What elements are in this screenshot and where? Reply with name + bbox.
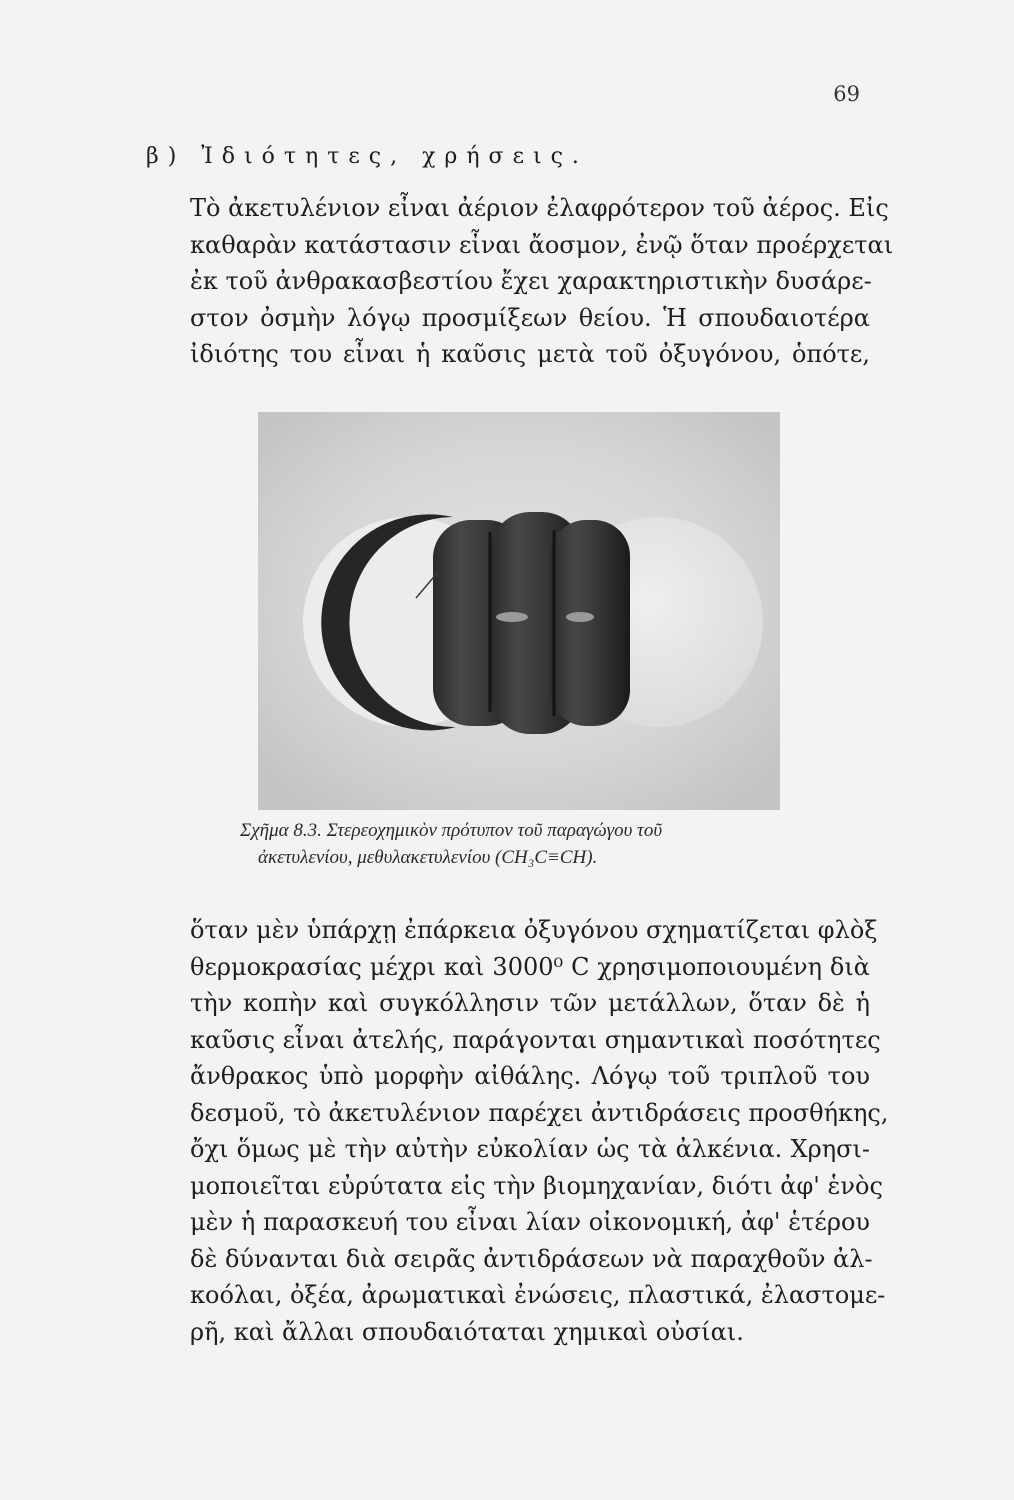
text-line: στον ὀσμὴν λόγῳ προσμίξεων θείου. Ἡ σπουδαιοτέρα (190, 303, 870, 332)
paragraph-combustion-uses (190, 912, 889, 1350)
page-number: 69 (833, 82, 860, 106)
text-line: ὅταν μὲν ὑπάρχῃ ἐπάρκεια ὀξυγόνου σχηματίζεται φλὸξ (190, 916, 878, 944)
text-line: Τὸ ἀκετυλένιον εἶναι ἀέριον ἐλαφρότερον τοῦ ἀέρος. Εἰς (190, 194, 889, 222)
caption-line: Σχῆμα 8.3. Στερεοχημικὸν πρότυπον τοῦ παραγώγου τοῦ (240, 820, 663, 841)
paragraph-properties (190, 190, 894, 373)
text-line: ὄχι ὅμως μὲ τὴν αὐτὴν εὐκολίαν ὡς τὰ ἀλκένια. Χρησι- (190, 1135, 870, 1163)
text-line: ἰδιότης του εἶναι ἡ καῦσις μετὰ τοῦ ὀξυγόνου, ὁπότε, (190, 340, 870, 368)
figure-caption (230, 817, 870, 871)
text-line: ἐκ τοῦ ἀνθρακασβεστίου ἔχει χαρακτηριστικὴν δυσάρε- (190, 267, 872, 295)
section-heading: β) Ἰδιότητες, χρήσεις. (146, 144, 588, 169)
text-line: καῦσις εἶναι ἀτελής, παράγονται σημαντικαὶ ποσότητες (190, 1025, 881, 1054)
stereochemical-model-photo (258, 412, 780, 810)
text-line: ρῆ, καὶ ἄλλαι σπουδαιόταται χημικαὶ οὐσίαι. (190, 1317, 744, 1346)
text-line: δὲ δύνανται διὰ σειρᾶς ἀντιδράσεων νὰ παραχθοῦν ἀλ- (190, 1244, 873, 1273)
text-line: θερμοκρασίας μέχρι καὶ 3000⁰ C χρησιμοποιουμένη διὰ (190, 952, 870, 981)
text-line: τὴν κοπὴν καὶ συγκόλλησιν τῶν μετάλλων, ὅταν δὲ ἡ (190, 989, 870, 1017)
text-line: ἄνθρακος ὑπὸ μορφὴν αἰθάλης. Λόγῳ τοῦ τριπλοῦ του (190, 1062, 870, 1090)
text-line: δεσμοῦ, τὸ ἀκετυλένιον παρέχει ἀντιδράσεις προσθήκης, (190, 1098, 889, 1127)
caption-line: ἀκετυλενίου, μεθυλακετυλενίου (CH₃C≡CH). (258, 847, 598, 868)
text-line: καθαρὰν κατάστασιν εἶναι ἄοσμον, ἐνῷ ὅταν προέρχεται (190, 230, 894, 259)
text-line: μὲν ἡ παρασκευή του εἶναι λίαν οἰκονομική, ἀφ' ἑτέρου (190, 1208, 870, 1236)
text-line: κοόλαι, ὀξέα, ἀρωματικαὶ ἐνώσεις, πλαστικά, ἐλαστομε- (190, 1281, 886, 1309)
text-line: μοποιεῖται εὐρύτατα εἰς τὴν βιομηχανίαν, διότι ἀφ' ἑνὸς (190, 1171, 883, 1200)
